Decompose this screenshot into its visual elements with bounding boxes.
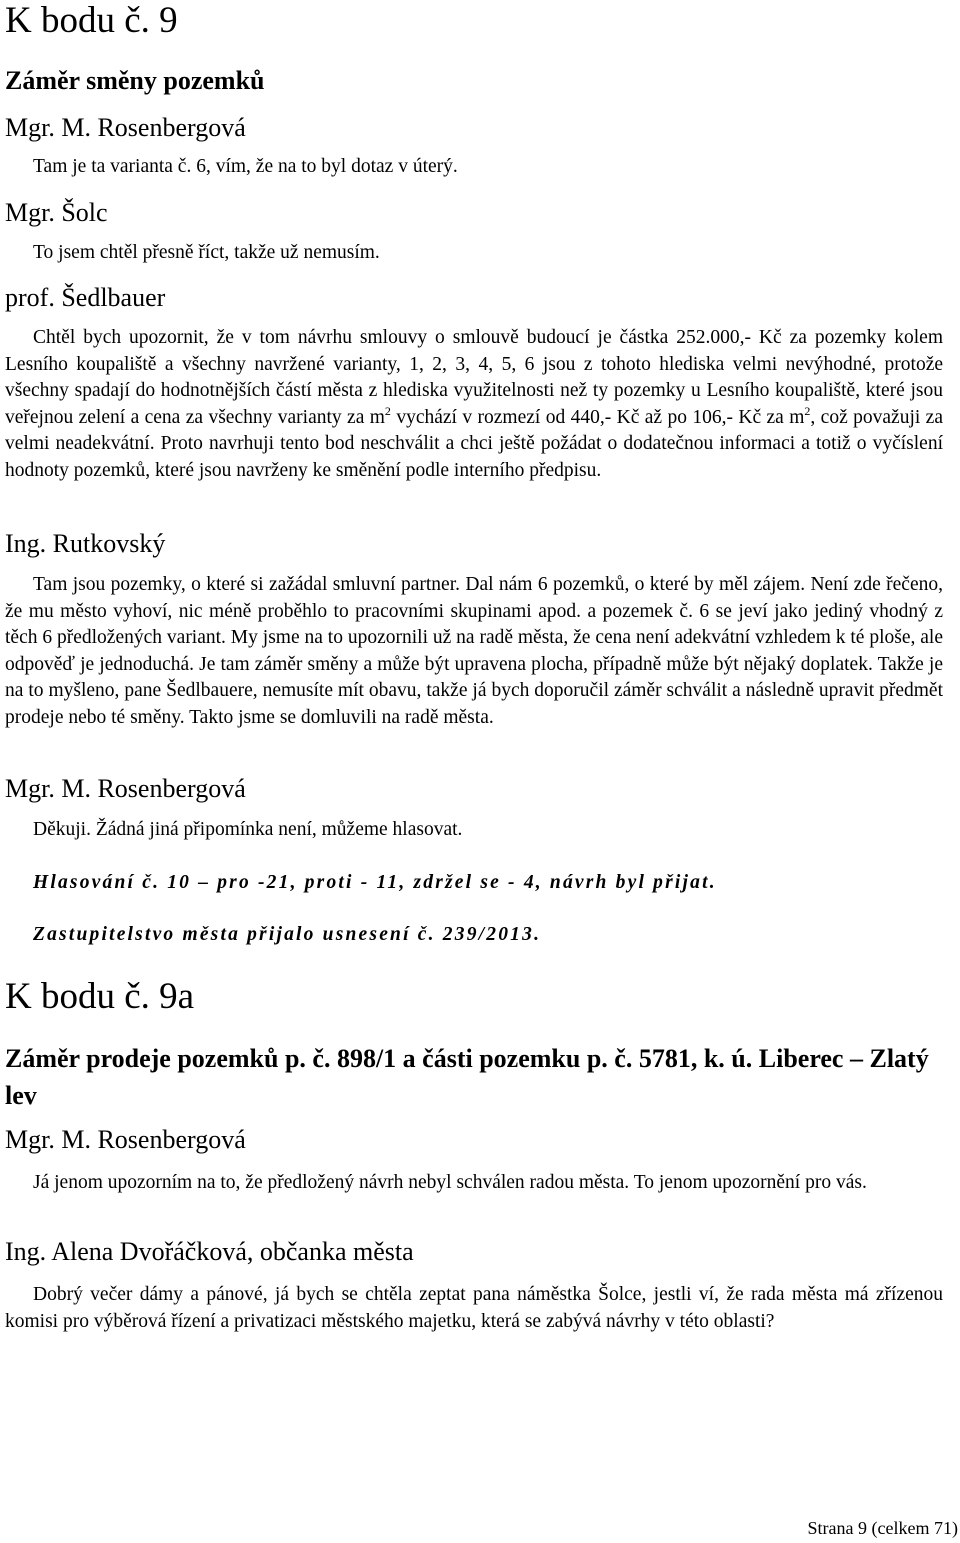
speech-text-sedlbauer bbox=[5, 325, 943, 484]
heading-number: 9a bbox=[159, 976, 195, 1017]
section-heading-9a bbox=[5, 976, 194, 1018]
speech-text-part: Chtěl bych upozornit, že v tom návrhu smlouvy o smlouvě budoucí je částka 252.000,- Kč za pozemky kolem Lesního koupaliště a všechny navržené varianty, 1, 2, 3, 4, 5, 6 jsou z tohoto hlediska velmi nevýhodné, protože všechny spadají do hodnotnějších částí města z hlediska využitelnosti než ty pozemky u Lesního koupaliště, které jsou veřejnou zelení a cena za všechny varianty za m bbox=[5, 327, 943, 428]
speaker-name: Ing. Rutkovský bbox=[5, 529, 166, 558]
heading-number: 9 bbox=[159, 0, 178, 41]
speaker-role: , občanka města bbox=[246, 1237, 414, 1266]
speech-text-dvorackova: Dobrý večer dámy a pánové, já bych se chtěla zeptat pana náměstka Šolce, jestli ví, že rada města má zřízenou komisi pro výběrová řízení a privatizaci městského majetku, která se zabývá návrhy v této oblasti? bbox=[5, 1284, 943, 1332]
speech-text-rutkovsky: Tam jsou pozemky, o které si zažádal smluvní partner. Dal nám 6 pozemků, o které by měl zájem. Není zde řečeno, že mu město vyhoví, nic méně proběhlo to pracovními skupinami apod. a pozemek č. 6 se jeví jako jediný vhodný z těch 6 předložených variant. My jsme na to upozornili už na radě města, že cena není adekvátní vzhledem k té ploše, ale odpověď je jednoduchá. Je tam záměr směny a může být upravena plocha, případně může být nějaký doplatek. Takže je na to myšleno, pane Šedlbauere, nemusíte mít obavu, takže já bych doporučil záměr schválit a následně upravit předmět prodeje nebo té směny. Takto jsme se domluvili na radě města. bbox=[5, 574, 943, 728]
speech-text-part: , což považuji za velmi neadekvátní. Proto navrhuji tento bod neschválit a chci ještě požádat o dodatečnou informaci a totiž o vyčíslení hodnoty pozemků, které jsou navrženy ke směnění podle interního předpisu. bbox=[5, 406, 943, 481]
vote-result: Hlasování č. 10 – pro -21, proti - 11, zdržel se - 4, návrh byl přijat. bbox=[33, 872, 717, 893]
speaker-name: prof. Šedlbauer bbox=[5, 283, 166, 312]
speaker-line bbox=[5, 1236, 414, 1268]
resolution: Zastupitelstvo města přijalo usnesení č. 239/2013. bbox=[33, 924, 542, 945]
speaker-name: Ing. Alena Dvořáčková bbox=[5, 1237, 247, 1266]
speaker-name: Mgr. M. Rosenbergová bbox=[5, 1125, 246, 1154]
speech-text: Děkuji. Žádná jiná připomínka není, můžeme hlasovat. bbox=[33, 819, 463, 840]
heading-prefix: K bodu č. bbox=[5, 0, 150, 41]
section-topic-9: Záměr směny pozemků bbox=[5, 66, 265, 95]
speech-text-part: vychází v rozmezí od 440,- Kč až po 106,- Kč za m bbox=[390, 406, 805, 428]
heading-prefix: K bodu č. bbox=[5, 976, 150, 1017]
speech-text: To jsem chtěl přesně říct, takže už nemusím. bbox=[33, 242, 380, 263]
section-topic-9a: Záměr prodeje pozemků p. č. 898/1 a části pozemku p. č. 5781, k. ú. Liberec – Zlatý lev bbox=[5, 1044, 929, 1110]
speaker-name: Mgr. Šolc bbox=[5, 198, 108, 227]
page-footer: Strana 9 (celkem 71) bbox=[807, 1518, 958, 1538]
speech-text-rosenbergova: Já jenom upozorním na to, že předložený návrh nebyl schválen radou města. To jenom upozornění pro vás. bbox=[33, 1172, 867, 1193]
section-heading-9 bbox=[5, 0, 178, 42]
speech-text: Tam je ta varianta č. 6, vím, že na to byl dotaz v úterý. bbox=[33, 156, 458, 177]
superscript-2: 2 bbox=[384, 403, 391, 418]
speaker-name: Mgr. M. Rosenbergová bbox=[5, 113, 246, 142]
superscript-2: 2 bbox=[804, 403, 811, 418]
speaker-name: Mgr. M. Rosenbergová bbox=[5, 774, 246, 803]
